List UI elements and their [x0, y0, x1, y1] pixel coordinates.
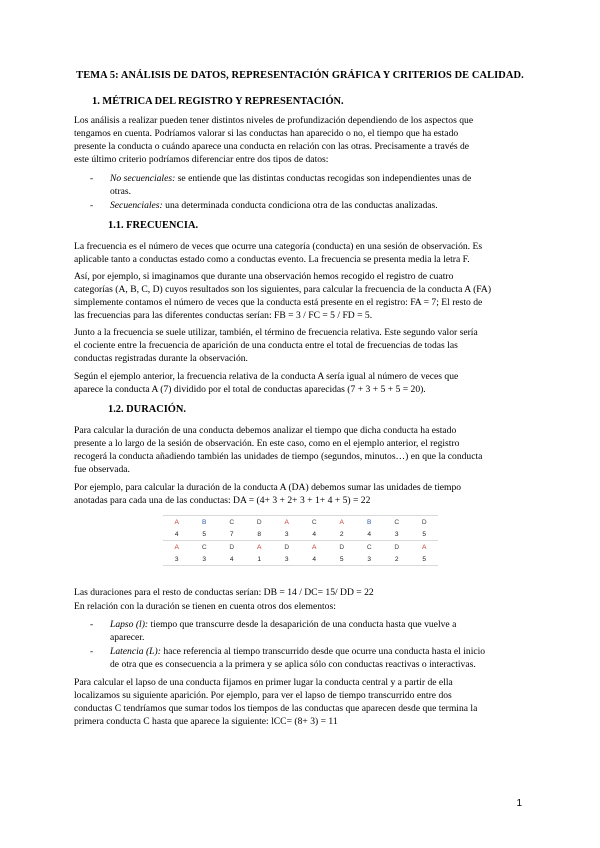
duracion-paragraph-4: En relación con la duración se tienen en cuenta otros dos elementos: [74, 601, 336, 612]
table-cell-letter: D [218, 541, 246, 554]
table-cell-value: 4 [218, 553, 246, 566]
intro-paragraph: Los análisis a realizar pueden tener distintos niveles de profundización dependiendo de los aspectos que tengamos en cuenta. Podríamos valorar si las conductas han aparecido o no, el tiempo que ha estado presente la conducta o cuándo aparece una conducta en relación con las otras. Precisamente a través de este último criterio podríamos diferenciar entre dos tipos de datos: [74, 115, 474, 165]
table-cell-letter: C [191, 541, 219, 554]
table-cell-letter: C [383, 516, 411, 529]
table-cell-letter: C [218, 516, 246, 529]
table-cell-letter: A [328, 516, 356, 529]
table-cell-value: 2 [339, 530, 344, 538]
table-cell-letter: A [246, 541, 274, 554]
subheading-duracion: 1.2. DURACIÓN. [108, 404, 186, 415]
duration-register-table [163, 515, 438, 566]
frecuencia-paragraph-4: Según el ejemplo anterior, la frecuencia relativa de la conducta A sería igual al número de veces que aparece la conducta A (7) dividido por el total de conductas aparecidas (7 + 3 + 5 + 5 = 20). [74, 371, 459, 395]
table-cell-letter: D [383, 541, 411, 554]
table-cell-value: 3 [356, 553, 384, 566]
duracion-paragraph-5: Para calcular el lapso de una conducta fijamos en primer lugar la conducta central y a partir de ella localizamos su siguiente aparición. Por ejemplo, para ver el lapso de tiempo transcurrido entre dos conductas C tendríamos que sumar todos los tiempos de las conductas que aparecen desde que termina la primera conducta C hasta que aparece la siguiente: lCC= (8+ 3) = 11 [74, 677, 478, 727]
table-cell-value: 8 [257, 530, 262, 538]
table-cell-letter: D [411, 516, 439, 529]
subheading-frecuencia: 1.1. FRECUENCIA. [108, 220, 199, 231]
document-title: TEMA 5: ANÁLISIS DE DATOS, REPRESENTACIÓN GRÁFICA Y CRITERIOS DE CALIDAD. [76, 70, 524, 81]
table-cell-value: 7 [229, 530, 234, 538]
table-row-values-1 [163, 528, 438, 541]
page-number: 1 [516, 798, 522, 809]
table-cell-value: 5 [422, 530, 427, 538]
duracion-paragraph-2: Por ejemplo, para calcular la duración de la conducta A (DA) debemos sumar las unidades de tiempo anotadas para cada una de las conductas: DA = (4+ 3 + 2+ 3 + 1+ 4 + 5) = 22 [74, 482, 462, 506]
section-heading-metrica: 1. MÉTRICA DEL REGISTRO Y REPRESENTACIÓN. [92, 96, 344, 107]
table-cell-letter: A [301, 541, 329, 554]
table-cell-letter: D [328, 541, 356, 554]
table-cell-letter: C [356, 541, 384, 554]
table-row-letters-1 [163, 516, 438, 529]
table-cell-value: 5 [328, 553, 356, 566]
duracion-paragraph-1: Para calcular la duración de una conducta debemos analizar el tiempo que dicha conducta ha estado presente a lo largo de la sesión de observación. En este caso, como en el ejemplo anterior, el registro recogerá la conducta añadiendo también las unidades de tiempo (segundos, minutos…) en que la conducta fue observada. [74, 425, 483, 475]
table-cell-letter: A [163, 516, 191, 529]
table-cell-letter: A [163, 541, 191, 554]
frecuencia-paragraph-1: La frecuencia es el número de veces que ocurre una categoría (conducta) en una sesión de observación. Es aplicable tanto a conductas estado como a conductas evento. La frecuencia se presenta media la letra F. [74, 241, 483, 265]
table-cell-letter: A [411, 541, 439, 554]
table-cell-value: 3 [284, 530, 289, 538]
table-cell-value: 5 [202, 530, 207, 538]
table-cell-value: 3 [191, 553, 219, 566]
table-cell-letter: D [273, 541, 301, 554]
table-cell-value: 3 [273, 553, 301, 566]
frecuencia-paragraph-2: Así, por ejemplo, si imaginamos que durante una observación hemos recogido el registro de cuatro categorías (A, B, C, D) cuyos resultados son los siguientes, para calcular la frecuencia de la conducta A (FA) simplemente contamos el número de veces que la conducta está presente en el registro: FA = 7; El resto de las frecuencias para las diferentes conductas serían: FB = 3 / FC = 5 / FD = 5. [74, 271, 492, 321]
table-row-letters-2 [163, 541, 438, 554]
duracion-paragraph-3: Las duraciones para el resto de conductas serían: DB = 14 / DC= 15/ DD = 22 [74, 587, 374, 598]
table-cell-letter: A [273, 516, 301, 529]
table-cell-letter: C [301, 516, 329, 529]
table-cell-value: 4 [367, 530, 372, 538]
frecuencia-paragraph-3: Junto a la frecuencia se suele utilizar, también, el término de frecuencia relativa. Este segundo valor sería el cociente entre la frecuencia de aparición de una conducta entre el total de frecuencias de todas las conductas registradas durante la observación. [74, 327, 478, 364]
table-cell-value: 3 [394, 530, 399, 538]
table-cell-letter: B [191, 516, 219, 529]
table-cell-letter: D [246, 516, 274, 529]
table-row-values-2 [163, 553, 438, 566]
table-cell-value: 2 [383, 553, 411, 566]
table-cell-value: 5 [411, 553, 439, 566]
table-cell-value: 4 [312, 530, 317, 538]
table-cell-value: 3 [163, 553, 191, 566]
table-cell-value: 4 [174, 530, 179, 538]
table-cell-value: 1 [246, 553, 274, 566]
table-cell-letter: B [356, 516, 384, 529]
table-cell-value: 4 [301, 553, 329, 566]
document-page: TEMA 5: ANÁLISIS DE DATOS, REPRESENTACIÓN GRÁFICA Y CRITERIOS DE CALIDAD. 1. MÉTRICA DEL REGISTRO Y REPRESENTACIÓN. Los análisis a realizar pueden tener distintos niveles de profundización dependiendo de los aspectos que tengamos en cuenta. Podríamos valorar si las conductas han aparecido o no, el tiempo que ha estado presente la conducta o cuándo aparece una conducta en relación con las otras. Precisamente a través de este último criterio podríamos diferenciar entre dos tipos de datos: - No secuenciales: se entiende que las distintas conductas recogidas son independientes unas de otras. - Secuenciales: una determinada conducta condiciona otra de las conductas analizadas. 1.1. FRECUENCIA. La frecuencia es el número de veces que ocurre una categoría (conducta) en una sesión de observación. Es aplicable tanto a conductas estado como a conductas evento. La frecuencia se presenta media la letra F. Así, por ejemplo, si imaginamos que durante una observación hemos recogido el registro de cuatro categorías (A, B, C, D) cuyos resultados son los siguientes, para calcular la frecuencia de la conducta A (FA) simplemente contamos el número de veces que la conducta está presente en el registro: FA = 7; El resto de las frecuencias para las diferentes conductas serían: FB = 3 / FC = 5 / FD = 5. Junto a la frecuencia se suele utilizar, también, el término de frecuencia relativa. Este segundo valor sería el cociente entre la frecuencia de aparición de una conducta entre el total de frecuencias de todas las conductas registradas durante la observación. Según el ejemplo anterior, la frecuencia relativa de la conducta A sería igual al número de veces que aparece la conducta A (7) dividido por el total de conductas aparecidas (7 + 3 + 5 + 5 = 20). 1.2. DURACIÓN. Para calcular la duración de una conducta debemos analizar el tiempo que dicha conducta ha estado presente a lo largo de la sesión de observación. En este caso, como en el ejemplo anterior, el registro recogerá la conducta añadiendo también las unidades de tiempo (segundos, minutos…) en que la conducta fue observada. Por ejemplo, para calcular la duración de la conducta A (DA) debemos sumar las unidades de tiempo anotadas para cada una de las conductas: DA = (4+ 3 + 2+ 3 + 1+ 4 + 5) = 22 A B C D A C A B C D 4 5 7 8 3 4 2 4 3 5 A C D A D A D C D A 3 3 4 1 3 4 5 3 2 5 Las duraciones para el resto de conductas serían: DB = 14 / DC= 15/ DD = 22 En relación con la duración se tienen en cuenta otros dos elementos: - Lapso (l): tiempo que transcurre desde la desaparición de una conducta hasta que vuelve a aparecer. - Latencia (L): hace referencia al tiempo transcurrido desde que ocurre una conducta hasta el inicio de otra que es consecuencia a la primera y se aplica sólo con conductas reactivas o interactivas. Para calcular el lapso de una conducta fijamos en primer lugar la conducta central y a partir de ella localizamos su siguiente aparición. Por ejemplo, para ver el lapso de tiempo transcurrido entre dos conductas C tendríamos que sumar todos los tiempos de las conductas que aparecen desde que termina la primera conducta C hasta que aparece la siguiente: lCC= (8+ 3) = 11 1 [0, 0, 600, 848]
